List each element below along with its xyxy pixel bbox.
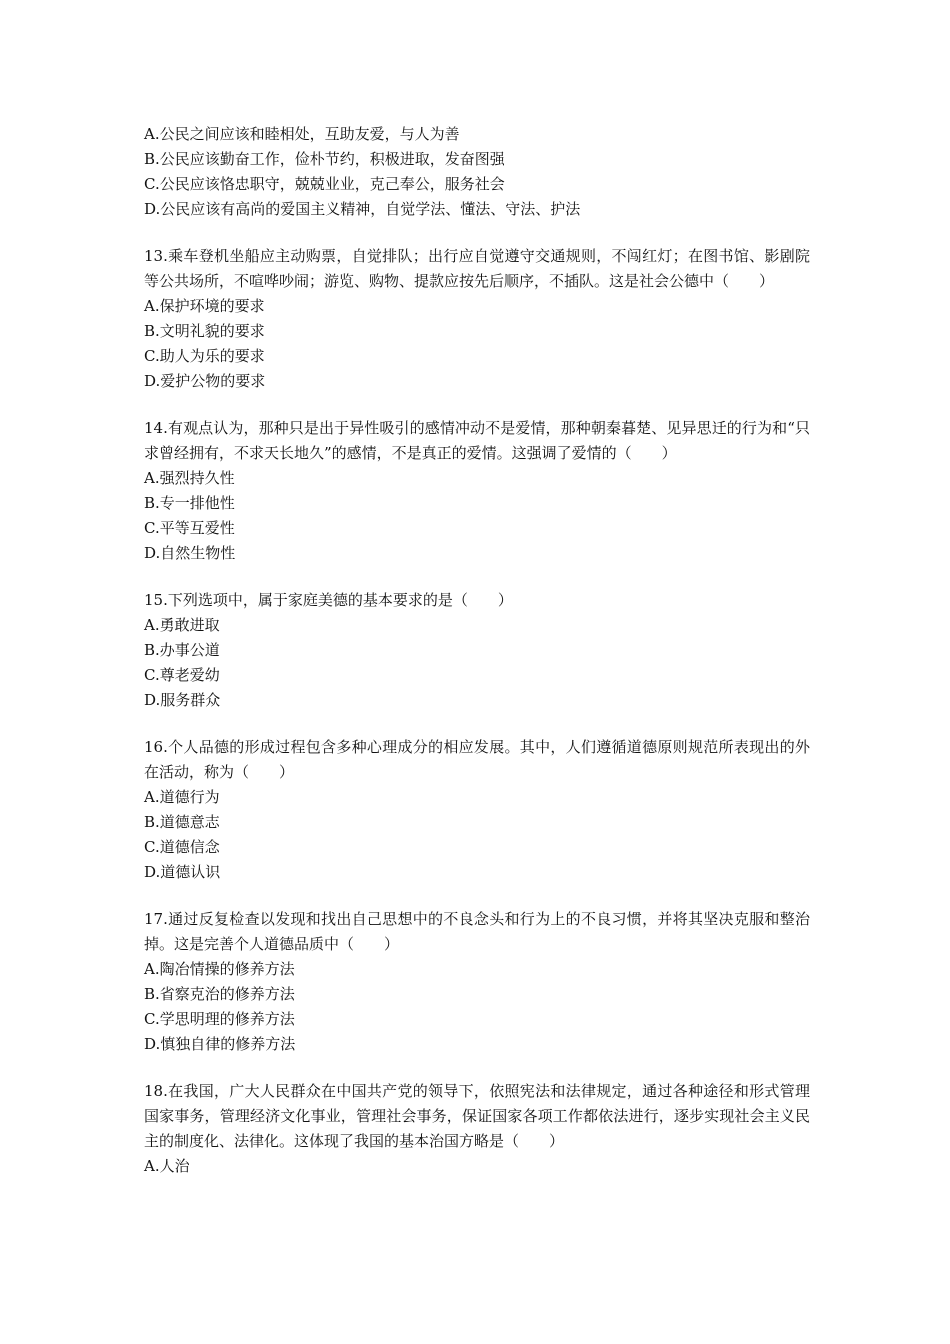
option-d: D.慎独自律的修养方法 [144, 1035, 296, 1053]
option-c: C.学思明理的修养方法 [144, 1010, 295, 1028]
option-a: A.强烈持久性 [144, 469, 235, 487]
question-15 [144, 588, 810, 713]
option-d: D.爱护公物的要求 [144, 372, 266, 390]
option-a: A.道德行为 [144, 788, 220, 806]
option-b: B.道德意志 [144, 813, 220, 831]
option-a: A.保护环境的要求 [144, 297, 265, 315]
question-stem: 18.在我国，广大人民群众在中国共产党的领导下，依照宪法和法律规定，通过各种途径和形式管理国家事务，管理经济文化事业，管理社会事务，保证国家各项工作都依法进行，逐步实现社会主义民主的制度化、法律化。这体现了我国的基本治国方略是（ ） [144, 1082, 810, 1150]
question-stem: 13.乘车登机坐船应主动购票，自觉排队；出行应自觉遵守交通规则，不闯红灯；在图书馆、影剧院等公共场所，不喧哗吵闹；游览、购物、提款应按先后顺序，不插队。这是社会公德中（ ） [144, 247, 810, 290]
option-c: C.助人为乐的要求 [144, 347, 265, 365]
option-b: B.办事公道 [144, 641, 220, 659]
option-b: B.公民应该勤奋工作，俭朴节约，积极进取，发奋图强 [144, 150, 505, 168]
option-a: A.公民之间应该和睦相处，互助友爱，与人为善 [144, 125, 460, 143]
option-a: A.人治 [144, 1157, 190, 1175]
question-17 [144, 907, 810, 1057]
option-c: C.公民应该恪忠职守，兢兢业业，克己奉公，服务社会 [144, 175, 505, 193]
question-13 [144, 244, 810, 394]
option-b: B.文明礼貌的要求 [144, 322, 265, 340]
question-14 [144, 416, 810, 566]
option-b: B.省察克治的修养方法 [144, 985, 295, 1003]
option-c: C.平等互爱性 [144, 519, 235, 537]
question-12-continued [144, 122, 810, 222]
option-b: B.专一排他性 [144, 494, 235, 512]
option-d: D.服务群众 [144, 691, 221, 709]
question-16 [144, 735, 810, 885]
question-stem: 17.通过反复检查以发现和找出自己思想中的不良念头和行为上的不良习惯，并将其坚决克服和整治掉。这是完善个人道德品质中（ ） [144, 910, 810, 953]
option-d: D.道德认识 [144, 863, 221, 881]
question-18 [144, 1079, 810, 1179]
option-a: A.陶冶情操的修养方法 [144, 960, 295, 978]
option-c: C.道德信念 [144, 838, 220, 856]
question-stem: 15.下列选项中，属于家庭美德的基本要求的是（ ） [144, 591, 513, 609]
question-stem: 16.个人品德的形成过程包含多种心理成分的相应发展。其中，人们遵循道德原则规范所表现出的外在活动，称为（ ） [144, 738, 810, 781]
exam-page [144, 122, 810, 1179]
option-c: C.尊老爱幼 [144, 666, 220, 684]
question-stem: 14.有观点认为，那种只是出于异性吸引的感情冲动不是爱情，那种朝秦暮楚、见异思迁的行为和“只求曾经拥有，不求天长地久”的感情，不是真正的爱情。这强调了爱情的（ ） [144, 419, 810, 462]
option-a: A.勇敢进取 [144, 616, 220, 634]
option-d: D.自然生物性 [144, 544, 236, 562]
option-d: D.公民应该有高尚的爱国主义精神，自觉学法、懂法、守法、护法 [144, 200, 581, 218]
